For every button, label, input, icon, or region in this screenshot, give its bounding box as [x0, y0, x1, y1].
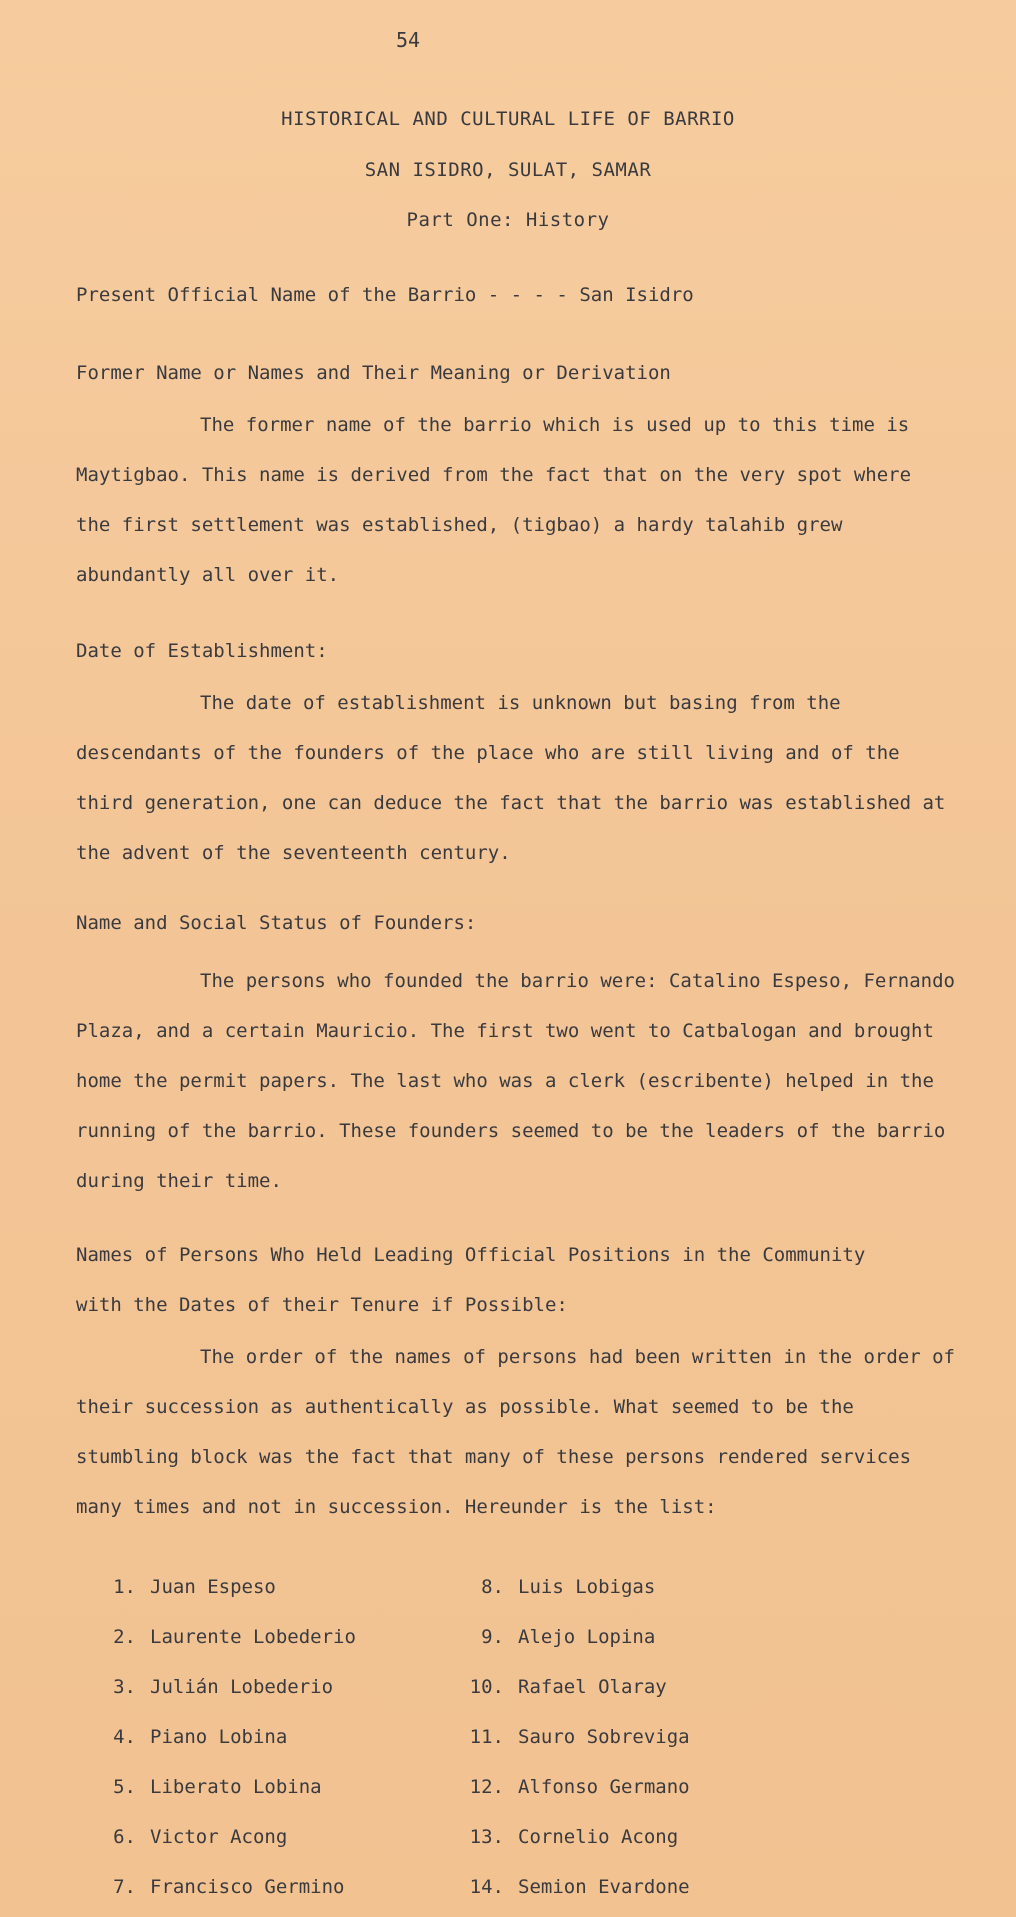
page-number: 54	[396, 28, 421, 52]
officials-paragraph	[76, 1332, 956, 1532]
founders-heading: Name and Social Status of Founders:	[76, 912, 477, 934]
list-item: 14. Semion Evardone	[469, 1876, 690, 1898]
officials-text: The order of the names of persons had been written in the order of their succession as authentically as possible. What seemed to be the stumbling block was the fact that many of these persons rendered services many times and not in succession. Hereunder is the list:	[76, 1346, 955, 1518]
list-item: 7. Francisco Germino	[113, 1876, 345, 1898]
date-text: The date of establishment is unknown but basing from the descendants of the founders of the place who are still living and of the third generation, one can deduce the fact that the barrio was established at the advent of the seventeenth century.	[76, 692, 946, 864]
list-item: 6. Victor Acong	[113, 1826, 288, 1848]
list-item: 5. Liberato Lobina	[113, 1776, 322, 1798]
document-title: HISTORICAL AND CULTURAL LIFE OF BARRIO	[281, 108, 735, 130]
list-item: 3. Julián Lobederio	[113, 1676, 334, 1698]
list-item: 9. Alejo Lopina	[481, 1626, 656, 1648]
official-name-line: Present Official Name of the Barrio - - - - San Isidro	[76, 284, 694, 306]
list-item: 4. Piano Lobina	[113, 1726, 288, 1748]
list-item: 8. Luis Lobigas	[481, 1576, 656, 1598]
list-item: 10. Rafael Olaray	[469, 1676, 667, 1698]
list-item: 11. Sauro Sobreviga	[469, 1726, 690, 1748]
officials-heading-line-1: Names of Persons Who Held Leading Official Positions in the Community	[76, 1244, 866, 1266]
former-name-text: The former name of the barrio which is used up to this time is Maytigbao. This name is derived from the fact that on the very spot where the first settlement was established, (tigbao) a hardy talahib grew abundantly all over it.	[76, 414, 912, 586]
section-title: Part One: History	[406, 209, 610, 231]
document-subtitle: SAN ISIDRO, SULAT, SAMAR	[364, 159, 652, 181]
date-heading: Date of Establishment:	[76, 640, 328, 662]
date-paragraph	[76, 678, 956, 878]
founders-paragraph	[76, 956, 956, 1206]
officials-heading-line-2: with the Dates of their Tenure if Possible:	[76, 1294, 568, 1316]
former-name-heading: Former Name or Names and Their Meaning or Derivation	[76, 362, 671, 384]
officials-list-right	[444, 1562, 690, 1912]
list-item: 1. Juan Espeso	[113, 1576, 276, 1598]
list-item: 2. Laurente Lobederio	[113, 1626, 356, 1648]
officials-list-left	[86, 1562, 356, 1912]
list-item: 12. Alfonso Germano	[469, 1776, 690, 1798]
list-item: 13. Cornelio Acong	[469, 1826, 679, 1848]
former-name-paragraph	[76, 400, 956, 600]
founders-text: The persons who founded the barrio were: Catalino Espeso, Fernando Plaza, and a certain Mauricio. The first two went to Catbalogan and brought home the permit papers. The last who was a clerk (escribente) helped in the running of the barrio. These founders seemed to be the leaders of the barrio during their time.	[76, 970, 955, 1192]
